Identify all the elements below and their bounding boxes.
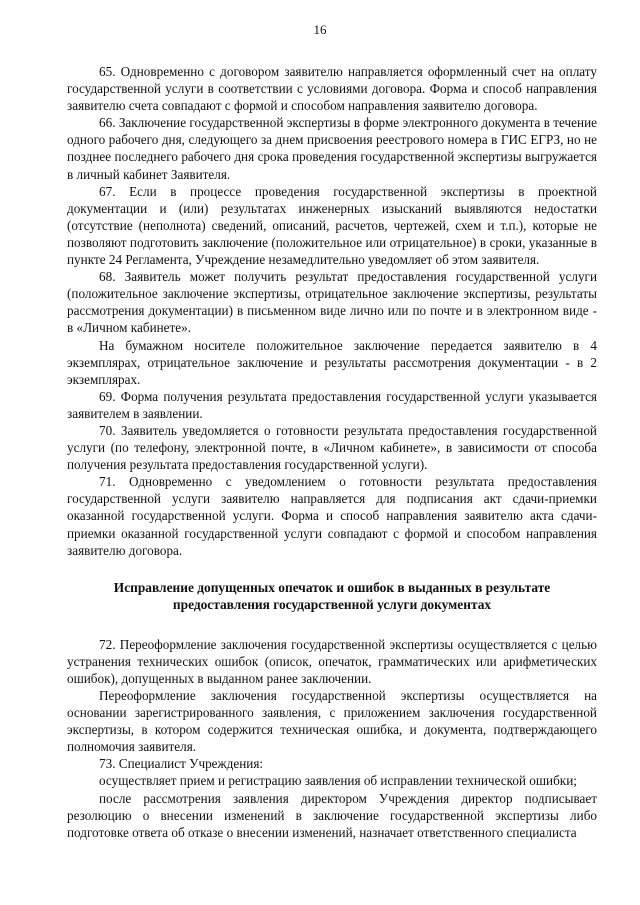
paragraph-73-review: после рассмотрения заявления директором Учреждения директор подписывает резолюцию о внесении изменений в заключение государственной экспертизы либо подготовке ответа об отказе о внесении изменений, назначает ответственного специалиста bbox=[67, 790, 597, 840]
paragraph-67: 67. Если в процессе проведения государственной экспертизы в проектной документации и (или) результатах инженерных изысканий выявляются недостатки (отсутствие (неполнота) сведений, описаний, расчетов, чертежей, схем и т.п.), которые не позволяют подготовить заключение (положительное или отрицательное) в сроки, указанные в пункте 24 Регламента, Учреждение незамедлительно уведомляет об этом заявителя. bbox=[67, 183, 597, 268]
paragraph-65: 65. Одновременно с договором заявителю направляется оформленный счет на оплату государственной услуги в соответствии с условиями договора. Форма и способ направления заявителю счета совпадают с формой и способом направления заявителю договора. bbox=[67, 64, 597, 114]
paragraph-70: 70. Заявитель уведомляется о готовности результата предоставления государственной услуги (по телефону, электронной почте, в «Личном кабинете», в зависимости от способа получения результата предоставления государственной услуги). bbox=[67, 422, 597, 473]
paragraph-66: 66. Заключение государственной экспертизы в форме электронного документа в течение одного рабочего дня, следующего за днем присвоения реестрового номера в ГИС ЕГРЗ, но не позднее последнего рабочего дня срока проведения государственной экспертизы выгружается в личный кабинет Заявителя. bbox=[67, 115, 597, 182]
section-heading-line-2: предоставления государственной услуги документах bbox=[172, 597, 492, 613]
document-body bbox=[67, 63, 597, 841]
section-heading-line-1: Исправление допущенных опечаток и ошибок в выданных в результате bbox=[113, 579, 551, 595]
section-heading bbox=[67, 579, 597, 614]
paragraph-72-basis: Переоформление заключения государственной экспертизы осуществляется на основании зарегистрированного заявления, с приложением заключения государственной экспертизы, в котором содержится техническая ошибка, и документа, подтверждающего полномочия заявителя. bbox=[67, 688, 597, 755]
paragraph-73: 73. Специалист Учреждения: bbox=[99, 756, 264, 772]
paragraph-68: 68. Заявитель может получить результат предоставления государственной услуги (положительное заключение экспертизы, отрицательное заключение экспертизы, результаты рассмотрения документации) в письменном виде лично или по почте и в электронном виде - в «Личном кабинете». bbox=[67, 269, 597, 336]
paragraph-69: 69. Форма получения результата предоставления государственной услуги указывается заявителем в заявлении. bbox=[67, 388, 597, 421]
paragraph-71: 71. Одновременно с уведомлением о готовности результата предоставления государственной услуги заявителю направляется для подписания акт сдачи-приемки оказанной государственной услуги. Форма и способ направления заявителю акта сдачи-приемки оказанной государственной услуги совпадают с формой и способом направления заявителю договора. bbox=[67, 474, 597, 558]
paragraph-68-paper: На бумажном носителе положительное заключение передается заявителю в 4 экземплярах, отрицательное заключение и результаты рассмотрения документации - в 2 экземплярах. bbox=[67, 337, 597, 387]
page-number: 16 bbox=[313, 22, 327, 37]
paragraph-72: 72. Переоформление заключения государственной экспертизы осуществляется с целью устранения технических ошибок (описок, опечаток, грамматических или арифметических ошибок), допущенных в выданном ранее заключении. bbox=[67, 636, 597, 686]
paragraph-73-reception: осуществляет прием и регистрацию заявления об исправлении технической ошибки; bbox=[99, 773, 577, 789]
